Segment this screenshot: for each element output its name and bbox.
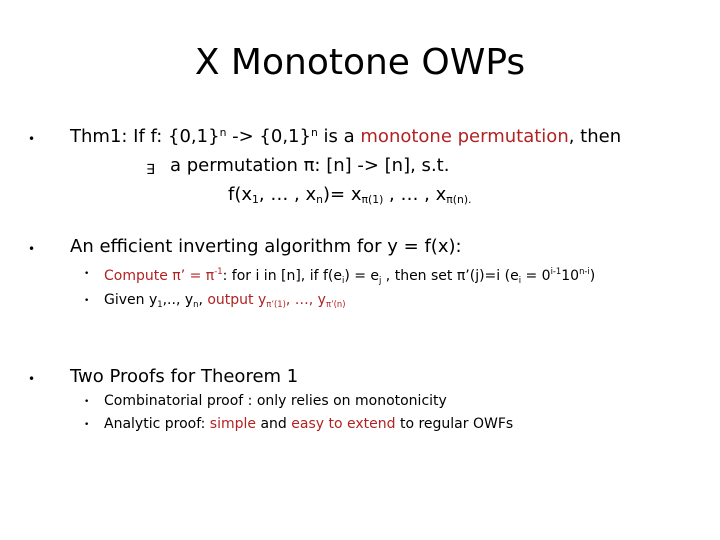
- simple-term: simple: [209, 416, 257, 432]
- proofs-heading: Two Proofs for Theorem 1: [70, 366, 299, 387]
- given-line: Given $y_1$,.., $y_n$, output $y_{\pi’(1)}$, …, $y_{\pi’(n)}$: [104, 292, 346, 309]
- compute-line: Compute π’ = $\pi^{-1}$: for i in [n], if $f(e_i) = e_j$ , then set π’(j)=i $(e_i = 0^{i-1}10^{n-i})$: [104, 266, 596, 285]
- analytic-proof-line: Analytic proof: simple and easy to extend to regular OWFs: [104, 416, 514, 432]
- bullet-thm: •: [28, 132, 36, 146]
- bullet-proofs: •: [28, 372, 36, 386]
- inverting-heading: An efficient inverting algorithm for y = f(x):: [70, 236, 462, 257]
- monotone-permutation-term: monotone permutation: [360, 126, 569, 147]
- sub-bullet-given: •: [84, 296, 90, 306]
- theorem-line-1: Thm1: If f: $\{0,1\}^n -> \{0,1\}^n$ is a monotone permutation, then: [70, 126, 622, 147]
- slide-title: X Monotone OWPs: [194, 42, 526, 83]
- sub-bullet-compute: •: [84, 269, 90, 279]
- theorem-line-2: a permutation π: [n] -> [n], s.t.: [170, 155, 450, 176]
- theorem-line-3: $f(x_1$, … , $x_n)= x_{\pi(1)}$ , … , $x_{\pi(n).}$: [228, 184, 472, 206]
- sub-bullet-combinatorial: •: [84, 397, 90, 407]
- exists-symbol: ∃: [146, 162, 155, 178]
- easy-to-extend-term: easy to extend: [291, 416, 396, 432]
- combinatorial-proof-line: Combinatorial proof : only relies on monotonicity: [104, 393, 447, 409]
- bullet-inverting: •: [28, 242, 36, 256]
- sub-bullet-analytic: •: [84, 420, 90, 430]
